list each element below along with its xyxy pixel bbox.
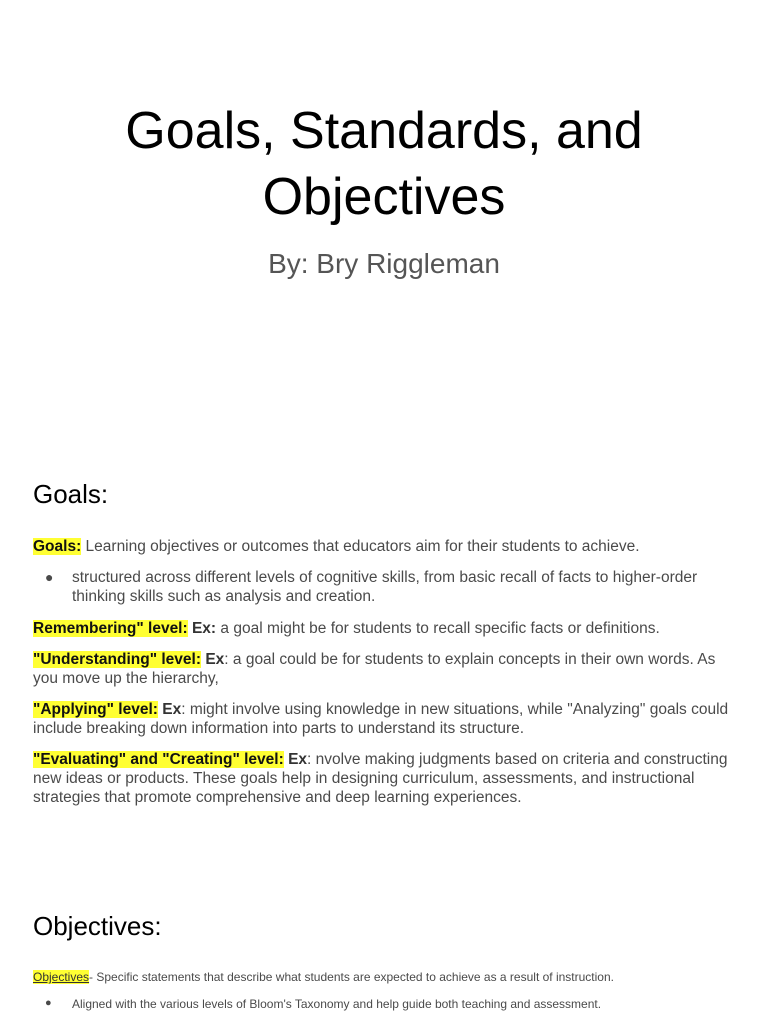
goals-intro-paragraph xyxy=(33,537,738,556)
understanding-paragraph xyxy=(33,650,738,688)
document-title xyxy=(34,98,734,230)
goals-bullet-text: structured across different levels of cognitive skills, from basic recall of facts to higher-order thinking skills such as analysis and creation. xyxy=(72,569,698,605)
evaluating-ex: Ex xyxy=(283,751,308,768)
bullet-icon: ● xyxy=(45,569,54,585)
title-line-1: Goals, Standards, and xyxy=(125,102,643,160)
goals-heading: Goals: xyxy=(33,479,109,509)
applying-label: "Applying" level: xyxy=(33,701,158,718)
objectives-intro-text: - Specific statements that describe what students are expected to achieve as a result of instruction. xyxy=(89,970,614,984)
objectives-intro-paragraph xyxy=(33,970,738,985)
evaluating-label: "Evaluating" and "Creating" level: xyxy=(33,751,284,768)
evaluating-paragraph xyxy=(33,750,738,807)
remembering-paragraph xyxy=(33,619,738,638)
understanding-label: "Understanding" level: xyxy=(33,651,202,668)
evaluating-text: : nvolve making judgments based on criteria and constructing new ideas or products. These goals help in designing curriculum, assessments, and instructional strategies that promote comprehensive and deep learning experiences. xyxy=(33,751,728,806)
objectives-intro-label: Objectives xyxy=(33,970,90,984)
understanding-text: : a goal could be for students to explain concepts in their own words. As you move up the hierarchy, xyxy=(33,651,716,687)
goals-intro-text: Learning objectives or outcomes that educators aim for their students to achieve. xyxy=(81,538,640,555)
remembering-ex: Ex: xyxy=(187,620,217,637)
document-subtitle: By: Bry Riggleman xyxy=(268,248,500,279)
objectives-bullet-text: Aligned with the various levels of Bloom's Taxonomy and help guide both teaching and assessment. xyxy=(72,997,602,1011)
objectives-heading: Objectives: xyxy=(33,911,162,941)
title-line-2: Objectives xyxy=(262,168,506,226)
applying-ex: Ex xyxy=(157,701,182,718)
applying-text: : might involve using knowledge in new situations, while "Analyzing" goals could include breaking down information into parts to understand its structure. xyxy=(33,701,729,737)
applying-paragraph xyxy=(33,700,738,738)
remembering-text: a goal might be for students to recall specific facts or definitions. xyxy=(216,620,660,637)
bullet-icon: ● xyxy=(45,997,52,1009)
remembering-label: Remembering" level: xyxy=(33,620,188,637)
goals-intro-label: Goals: xyxy=(33,538,82,555)
understanding-ex: Ex xyxy=(201,651,225,668)
